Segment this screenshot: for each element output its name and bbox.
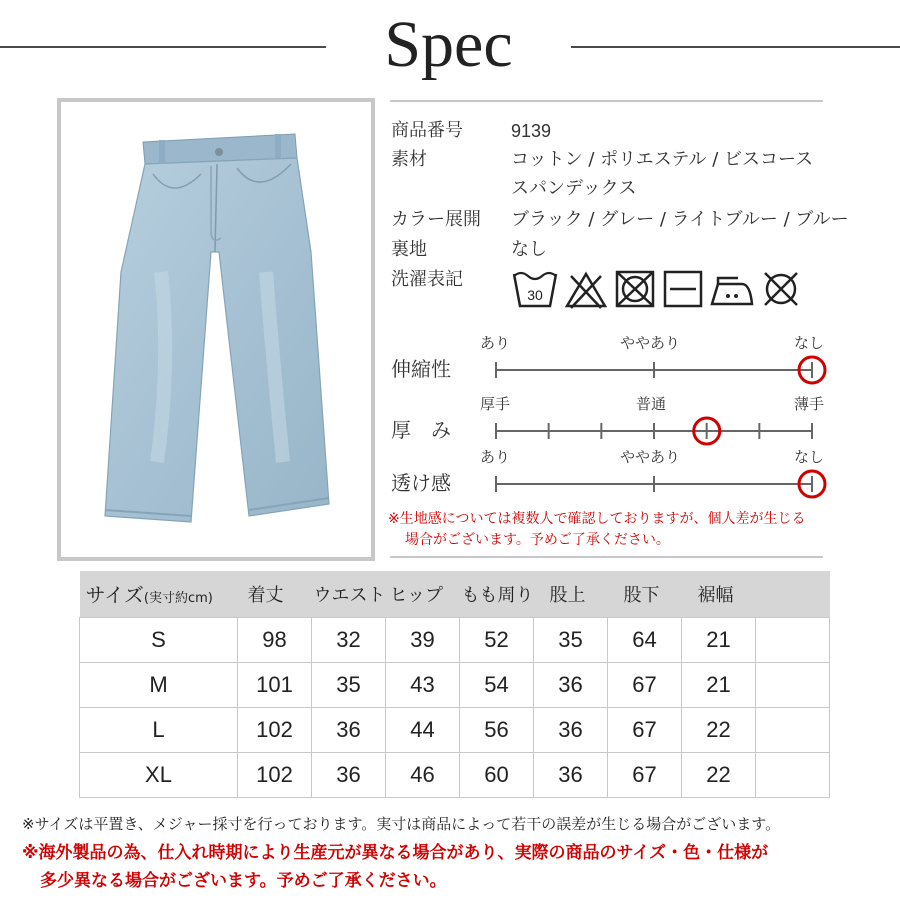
fabric-note-line2: 場合がございます。予めご了承ください。 <box>405 532 670 548</box>
scale-stretch-bar <box>490 350 830 390</box>
svg-text:30: 30 <box>527 287 543 303</box>
value-cell: 64 <box>608 617 682 662</box>
scale-thickness-left: 厚手 <box>480 395 511 413</box>
value-cell: 102 <box>238 707 312 752</box>
size-table-header-waist: ウエスト <box>312 571 386 617</box>
value-cell: 101 <box>238 662 312 707</box>
scale-sheer-bar <box>490 464 830 504</box>
spec-value-item-number: 9139 <box>511 121 552 141</box>
table-row <box>80 662 830 707</box>
value-cell: 67 <box>608 662 682 707</box>
value-cell: 43 <box>386 662 460 707</box>
value-cell: 56 <box>460 707 534 752</box>
value-cell: 54 <box>460 662 534 707</box>
size-table-header-rise: 股上 <box>534 571 608 617</box>
size-table-header-blank <box>756 571 830 617</box>
value-cell: 21 <box>682 662 756 707</box>
table-row <box>80 707 830 752</box>
spec-label-colors: カラー展開 <box>391 209 481 230</box>
value-cell: 67 <box>608 752 682 797</box>
value-cell: 46 <box>386 752 460 797</box>
scale-sheer-left: あり <box>480 448 511 466</box>
value-cell <box>756 662 830 707</box>
value-cell: 35 <box>534 617 608 662</box>
page-title: Spec <box>384 8 513 81</box>
size-table-header-row <box>80 571 830 617</box>
scale-sheer-middle: ややあり <box>620 448 681 466</box>
footnote-overseas-line2: 多少異なる場合がございます。予めご了承ください。 <box>40 871 447 891</box>
size-cell: M <box>80 662 238 707</box>
scale-stretch-left: あり <box>480 334 511 352</box>
value-cell <box>756 707 830 752</box>
scale-thickness-bar <box>490 411 830 451</box>
value-cell <box>756 617 830 662</box>
value-cell: 36 <box>534 662 608 707</box>
scale-stretch-label: 伸縮性 <box>391 357 451 381</box>
spec-value-material: コットン / ポリエステル / ビスコース <box>511 149 814 170</box>
spec-label-item-number: 商品番号 <box>391 120 463 141</box>
product-image-jeans <box>61 102 371 557</box>
value-cell <box>756 752 830 797</box>
size-table-header-hip: ヒップ <box>386 571 460 617</box>
value-cell: 36 <box>312 752 386 797</box>
footnote-measurement: ※サイズは平置き、メジャー採寸を行っております。実寸は商品によって若干の誤差が生じる場合がございます。 <box>22 815 781 833</box>
no-bleach-icon <box>563 266 609 312</box>
spec-divider-top <box>390 100 823 102</box>
value-cell: 60 <box>460 752 534 797</box>
table-row <box>80 617 830 662</box>
size-table <box>79 571 830 798</box>
value-cell: 67 <box>608 707 682 752</box>
value-cell: 98 <box>238 617 312 662</box>
value-cell: 22 <box>682 707 756 752</box>
size-cell: XL <box>80 752 238 797</box>
size-table-header-length: 着丈 <box>238 571 312 617</box>
value-cell: 36 <box>312 707 386 752</box>
size-table-header-inseam: 股下 <box>608 571 682 617</box>
size-table-header-thigh: もも周り <box>460 571 534 617</box>
spec-divider-bottom <box>390 556 823 558</box>
value-cell: 36 <box>534 752 608 797</box>
scale-stretch-right: なし <box>794 334 825 352</box>
value-cell: 21 <box>682 617 756 662</box>
scale-sheer-label: 透け感 <box>391 471 451 495</box>
spec-value-colors: ブラック / グレー / ライトブルー / ブルー <box>511 209 849 230</box>
line-dry-flat-icon <box>660 266 706 312</box>
value-cell: 32 <box>312 617 386 662</box>
size-cell: L <box>80 707 238 752</box>
size-table-header-size: サイズ(実寸約cm) <box>80 571 238 617</box>
scale-stretch-middle: ややあり <box>620 334 681 352</box>
wash-30-icon <box>510 266 560 312</box>
spec-value-material-2: スパンデックス <box>511 178 637 199</box>
scale-thickness-label: 厚 み <box>391 418 451 442</box>
title-rule-left <box>0 46 326 48</box>
iron-low-icon <box>708 266 756 312</box>
footnote-overseas-line1: ※海外製品の為、仕入れ時期により生産元が異なる場合があり、実際の商品のサイズ・色・仕様が <box>22 843 769 863</box>
spec-label-care: 洗濯表記 <box>391 269 463 290</box>
value-cell: 35 <box>312 662 386 707</box>
scale-thickness-right: 薄手 <box>794 395 825 413</box>
care-icons <box>510 266 800 312</box>
value-cell: 102 <box>238 752 312 797</box>
no-tumble-dry-icon <box>612 266 658 312</box>
scale-sheer-right: なし <box>794 448 825 466</box>
fabric-note-line1: ※生地感については複数人で確認しておりますが、個人差が生じる <box>388 511 806 527</box>
value-cell: 52 <box>460 617 534 662</box>
title-rule-right <box>571 46 900 48</box>
size-table-header-hem: 裾幅 <box>682 571 756 617</box>
value-cell: 36 <box>534 707 608 752</box>
spec-label-material: 素材 <box>391 149 427 170</box>
value-cell: 39 <box>386 617 460 662</box>
product-image-frame <box>57 98 375 561</box>
no-dry-clean-icon <box>758 266 804 312</box>
spec-label-lining: 裏地 <box>391 239 427 260</box>
value-cell: 44 <box>386 707 460 752</box>
value-cell: 22 <box>682 752 756 797</box>
table-row <box>80 752 830 797</box>
spec-value-lining: なし <box>511 239 547 260</box>
scale-thickness-middle: 普通 <box>636 395 667 413</box>
size-cell: S <box>80 617 238 662</box>
